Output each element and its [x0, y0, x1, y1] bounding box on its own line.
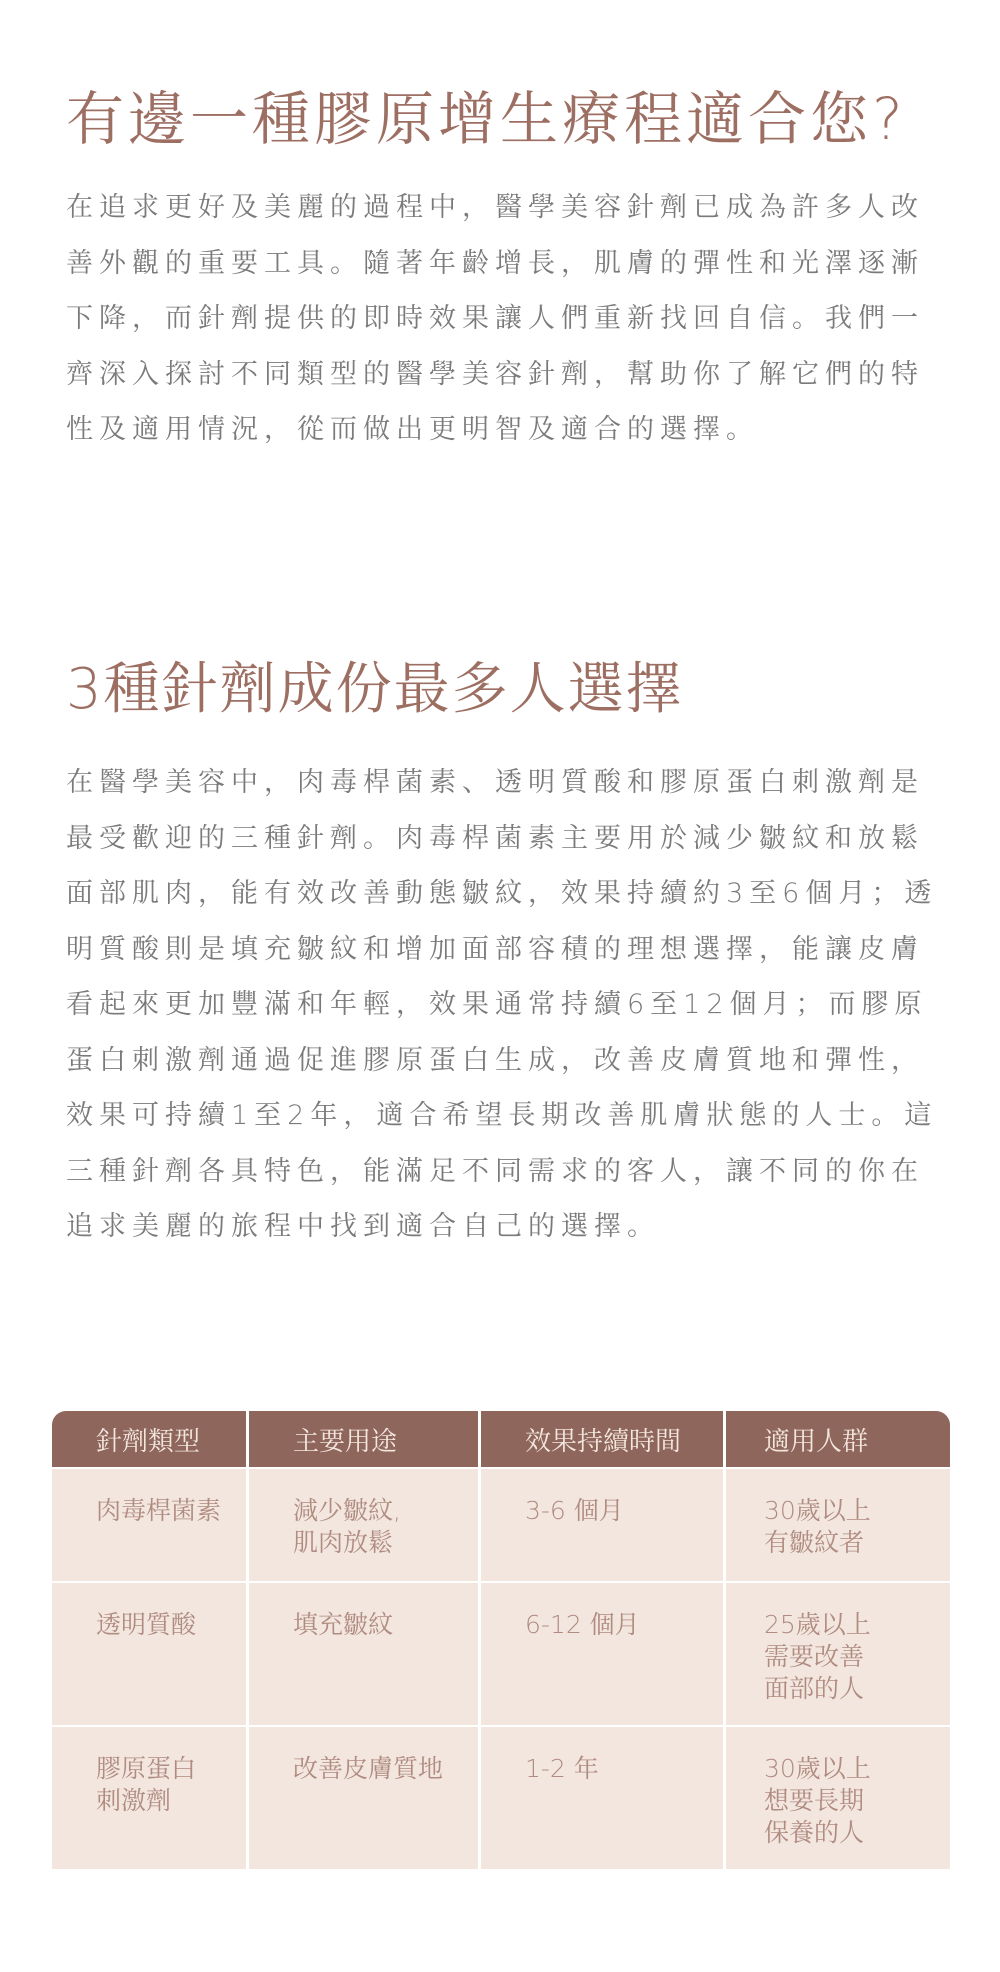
table-cell: [726, 1467, 950, 1581]
table-cell: [52, 1467, 249, 1581]
injectables-paragraph: 在醫學美容中，肉毒桿菌素、透明質酸和膠原蛋白刺激劑是最受歡迎的三種針劑。肉毒桿菌素主要用於減少皺紋和放鬆面部肌肉，能有效改善動態皺紋，效果持續約3至6個月；透明質酸則是填充皺紋和增加面部容積的理想選擇，能讓皮膚看起來更加豐滿和年輕，效果通常持續6至12個月；而膠原蛋白刺激劑通過促進膠原蛋白生成，改善皮膚質地和彈性，效果可持續1至2年，適合希望長期改善肌膚狀態的人士。這三種針劑各具特色，能滿足不同需求的客人，讓不同的你在追求美麗的旅程中找到適合自己的選擇。: [66, 767, 938, 1242]
cell-text: 肉毒桿菌素: [96, 1496, 222, 1525]
cell-text: 填充皺紋: [293, 1610, 394, 1639]
table-row: [52, 1581, 950, 1725]
table-cell: [52, 1725, 249, 1869]
cell-text: 減少皺紋, 肌肉放鬆: [293, 1496, 401, 1557]
table-cell: [249, 1467, 481, 1581]
section-heading-collagen-treatment: 有邊一種膠原增生療程適合您?: [66, 85, 907, 153]
table-cell: [481, 1467, 726, 1581]
cell-text: 6-12 個月: [525, 1610, 640, 1639]
cell-text: 改善皮膚質地: [293, 1754, 444, 1783]
table-cell: [481, 1581, 726, 1725]
table-header-row: [52, 1411, 950, 1467]
column-header-main-use: 主要用途: [249, 1411, 481, 1467]
table-cell: [249, 1725, 481, 1869]
table-cell: [52, 1581, 249, 1725]
table-cell: [481, 1725, 726, 1869]
cell-text: 3-6 個月: [525, 1496, 624, 1525]
cell-text: 1-2 年: [525, 1754, 599, 1783]
table-row: [52, 1725, 950, 1869]
column-header-duration: 效果持續時間: [481, 1411, 726, 1467]
column-header-injectable-type: 針劑類型: [52, 1411, 249, 1467]
injectables-comparison-table: [52, 1411, 950, 1869]
intro-paragraph: 在追求更好及美麗的過程中，醫學美容針劑已成為許多人改善外觀的重要工具。隨著年齡增長，肌膚的彈性和光澤逐漸下降，而針劑提供的即時效果讓人們重新找回自信。我們一齊深入探討不同類型的醫學美容針劑，幫助你了解它們的特性及適用情況，從而做出更明智及適合的選擇。: [66, 192, 924, 445]
cell-text: 膠原蛋白 刺激劑: [96, 1754, 197, 1815]
cell-text: 30歲以上 有皺紋者: [764, 1496, 871, 1557]
cell-text: 30歲以上 想要長期 保養的人: [764, 1754, 871, 1847]
cell-text: 透明質酸: [96, 1610, 197, 1639]
section-heading-three-injectables: 3種針劑成份最多人選擇: [66, 657, 684, 722]
table-cell: [726, 1581, 950, 1725]
column-header-suitable-group: 適用人群: [726, 1411, 950, 1467]
table-row: [52, 1467, 950, 1581]
table-cell: [249, 1581, 481, 1725]
cell-text: 25歲以上 需要改善 面部的人: [764, 1610, 871, 1703]
table-cell: [726, 1725, 950, 1869]
